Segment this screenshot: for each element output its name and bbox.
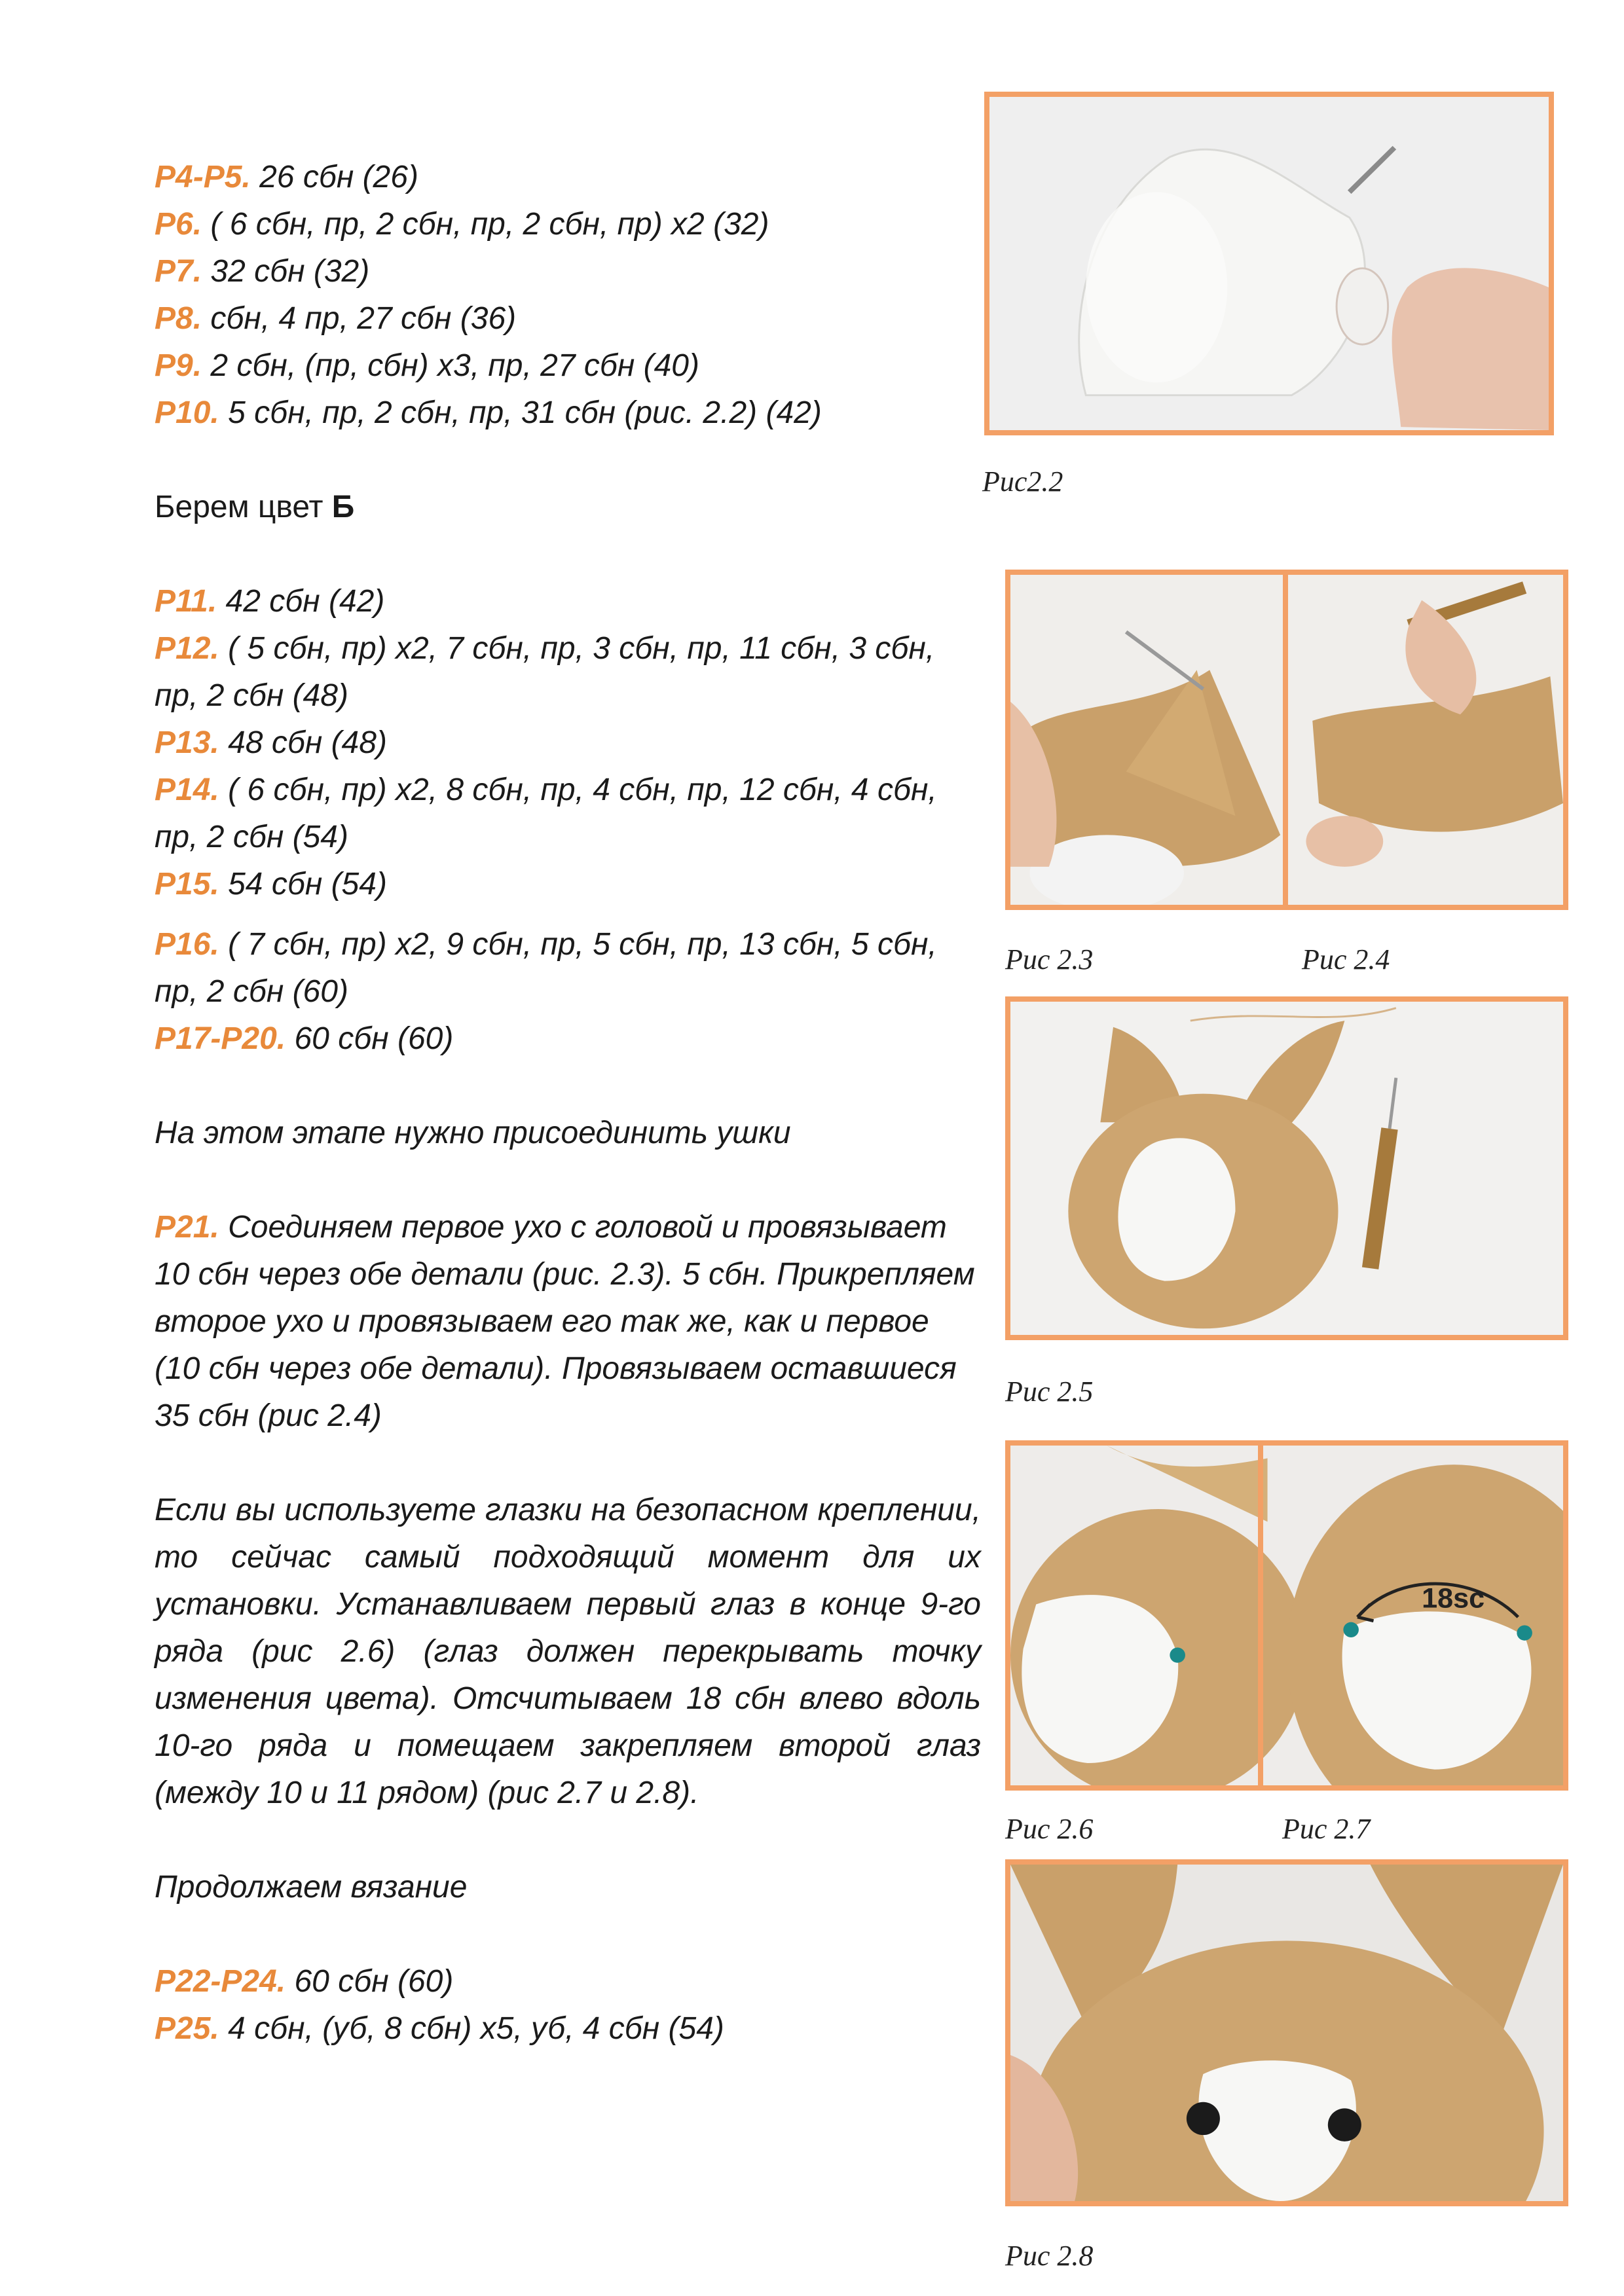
- row-label: Р11.: [155, 584, 217, 619]
- row-label: Р12.: [155, 631, 219, 666]
- figure-2-5-photo: [1005, 996, 1568, 1340]
- row-instruction: [155, 154, 981, 201]
- row-instruction: [155, 248, 981, 295]
- row-text: 60 сбн (60): [286, 1021, 454, 1056]
- row-instruction: [155, 390, 981, 437]
- row-label: Р17-Р20.: [155, 1021, 286, 1056]
- row-label: Р9.: [155, 348, 202, 383]
- row-text: ( 6 сбн, пр) х2, 8 сбн, пр, 4 сбн, пр, 12 сбн, 4 сбн, пр, 2 сбн (54): [155, 773, 937, 854]
- row-text: 60 сбн (60): [286, 1964, 454, 1999]
- figure-2-6-2-7-photo: [1005, 1440, 1568, 1791]
- row-instruction: [155, 1958, 981, 2005]
- row-instruction: [155, 1015, 981, 1063]
- row-text: Соединяем первое ухо с головой и провязывает 10 сбн через обе детали (рис. 2.3). 5 сбн. Прикрепляем второе ухо и провязываем его так же, как и первое (10 сбн через обе детали). Провязываем оставшиеся 35 сбн (рис 2.4): [155, 1210, 975, 1433]
- row-label: Р13.: [155, 725, 219, 760]
- row-label: Р15.: [155, 867, 219, 902]
- row-instruction: [155, 625, 981, 720]
- row-label: Р14.: [155, 773, 219, 807]
- figure-2-4-caption: Рис 2.4: [1302, 943, 1390, 975]
- figure-2-2-photo: [984, 92, 1554, 435]
- row-text: ( 7 сбн, пр) х2, 9 сбн, пр, 5 сбн, пр, 13 сбн, 5 сбн, пр, 2 сбн (60): [155, 927, 937, 1009]
- row-text: 4 сбн, (уб, 8 сбн) х5, уб, 4 сбн (54): [219, 2011, 724, 2046]
- annotation-18sc: 18sc: [1422, 1582, 1485, 1614]
- pattern-text-column: [155, 154, 981, 2052]
- row-label: Р7.: [155, 254, 202, 289]
- row-text: 54 сбн (54): [219, 867, 387, 902]
- row-instruction: [155, 2005, 981, 2052]
- row-text: 32 сбн (32): [202, 254, 370, 289]
- figure-2-8-photo: [1005, 1859, 1568, 2206]
- row-instruction: [155, 767, 981, 861]
- row-text: 26 сбн (26): [250, 160, 418, 194]
- row-text: 5 сбн, пр, 2 сбн, пр, 31 сбн (рис. 2.2) (42): [219, 395, 822, 430]
- row-instruction: [155, 342, 981, 390]
- continue-note: Продолжаем вязание: [155, 1870, 468, 1904]
- row-text: сбн, 4 пр, 27 сбн (36): [202, 301, 517, 336]
- row-text: 48 сбн (48): [219, 725, 387, 760]
- row-label: Р10.: [155, 395, 219, 430]
- eyes-note: Если вы используете глазки на безопасном креплении, то сейчас самый подходящий момент для их установки. Устанавливаем первый глаз в конце 9-го ряда (рис 2.6) (глаз должен перекрывать точку изменения цвета). Отсчитываем 18 сбн влево вдоль 10-го ряда и помещаем закрепляем второй глаз (между 10 и 11 рядом) (рис 2.7 и 2.8).: [155, 1493, 981, 1810]
- figure-2-6-caption: Рис 2.6: [1005, 1813, 1094, 1845]
- row-text: ( 6 сбн, пр, 2 сбн, пр, 2 сбн, пр) х2 (32): [202, 207, 769, 242]
- row-instruction: [155, 578, 981, 625]
- ears-note: На этом этапе нужно присоединить ушки: [155, 1116, 791, 1150]
- row-instruction: [155, 1204, 981, 1440]
- figure-2-3-caption: Рис 2.3: [1005, 943, 1094, 975]
- color-change-text: Берем цвет: [155, 490, 332, 524]
- row-instruction: [155, 720, 981, 767]
- color-change-note: [155, 484, 981, 531]
- row-label: Р22-Р24.: [155, 1964, 286, 1999]
- row-text: 2 сбн, (пр, сбн) х3, пр, 27 сбн (40): [202, 348, 699, 383]
- row-text: ( 5 сбн, пр) х2, 7 сбн, пр, 3 сбн, пр, 11 сбн, 3 сбн, пр, 2 сбн (48): [155, 631, 935, 713]
- row-text: 42 сбн (42): [217, 584, 385, 619]
- color-letter: Б: [331, 490, 355, 524]
- row-label: Р25.: [155, 2011, 219, 2046]
- row-label: Р4-Р5.: [155, 160, 251, 194]
- row-label: Р6.: [155, 207, 202, 242]
- row-instruction: [155, 295, 981, 342]
- row-label: Р21.: [155, 1210, 219, 1245]
- figure-2-2-caption: Рис2.2: [982, 465, 1063, 498]
- figure-2-8-caption: Рис 2.8: [1005, 2240, 1094, 2272]
- figure-2-5-caption: Рис 2.5: [1005, 1376, 1094, 1408]
- row-label: Р16.: [155, 927, 219, 962]
- figure-2-3-2-4-photo: [1005, 570, 1568, 910]
- row-instruction: [155, 861, 981, 908]
- row-instruction: [155, 921, 981, 1015]
- figure-2-7-caption: Рис 2.7: [1282, 1813, 1371, 1845]
- row-label: Р8.: [155, 301, 202, 336]
- row-instruction: [155, 201, 981, 248]
